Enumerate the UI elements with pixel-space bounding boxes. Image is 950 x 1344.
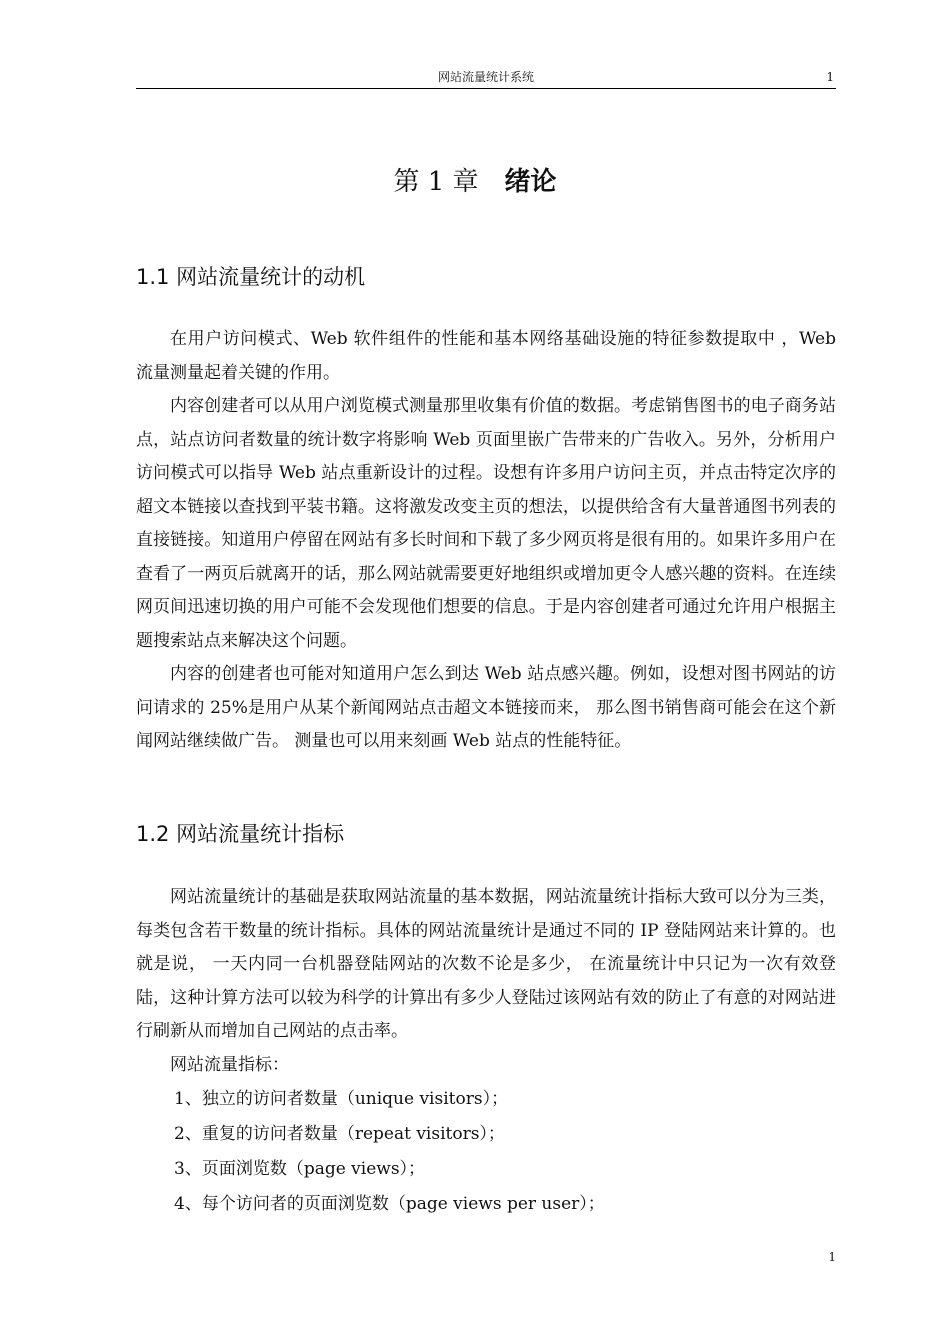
list-item: 3、页面浏览数（page views）； [174,1159,426,1179]
section-heading-1-1: 1.1 网站流量统计的动机 [136,265,366,289]
list-item: 4、每个访问者的页面浏览数（page views per user）； [174,1194,605,1214]
list-item: 2、重复的访问者数量（repeat visitors）； [174,1124,505,1144]
paragraph: 内容的创建者也可能对知道用户怎么到达 Web 站点感兴趣。例如，设想对图书网站的访问请求的 25%是用户从某个新闻网站点击超文本链接而来， 那么图书销售商可能会在这个新闻网站继续做广告。 测量也可以用来刻画 Web 站点的性能特征。 [136,664,836,751]
paragraph: 在用户访问模式、Web 软件组件的性能和基本网络基础设施的特征参数提取中 ，Web 流量测量起着关键的作用。 [136,329,836,383]
header-title: 网站流量统计系统 [437,70,534,84]
section-body-1-2 [136,881,836,1222]
section-heading-1-2: 1.2 网站流量统计指标 [136,822,345,846]
paragraph: 网站流量指标： [170,1054,289,1075]
chapter-label: 第 1 章 [393,167,479,197]
paragraph: 内容创建者可以从用户浏览模式测量那里收集有价值的数据。考虑销售图书的电子商务站点，站点访问者数量的统计数字将影响 Web 页面里嵌广告带来的广告收入。另外，分析用户访问模式可以指导 Web 站点重新设计的过程。设想有许多用户访问主页，并点击特定次序的超文本链接以查找到平装书籍。这将激发改变主页的想法，以提供给含有大量普通图书列表的直接链接。知道用户停留在网站有多长时间和下载了多少网页将是很有用的。如果许多用户在查看了一两页后就离开的话，那么网站就需要更好地组织或增加更令人感兴趣的资料。在连续网页间迅速切换的用户可能不会发现他们想要的信息。于是内容创建者可通过允许用户根据主题搜索站点来解决这个问题。 [136,396,836,651]
chapter-title [0,164,950,200]
footer-page-number: 1 [828,1250,836,1264]
page-header [136,68,836,89]
list-item: 1、独立的访问者数量（unique visitors）； [174,1089,509,1109]
section-body-1-1 [136,323,836,759]
header-page-number: 1 [826,70,834,84]
chapter-name: 绪论 [504,167,557,197]
paragraph: 网站流量统计的基础是获取网站流量的基本数据，网站流量统计指标大致可以分为三类，每类包含若干数量的统计指标。具体的网站流量统计是通过不同的 IP 登陆网站来计算的。也就是说， 一天内同一台机器登陆网站的次数不论是多少， 在流量统计中只记为一次有效登陆，这种计算方法可以较为科学的计算出有多少人登陆过该网站有效的防止了有意的对网站进行刷新从而增加自己网站的点击率。 [136,887,836,1041]
